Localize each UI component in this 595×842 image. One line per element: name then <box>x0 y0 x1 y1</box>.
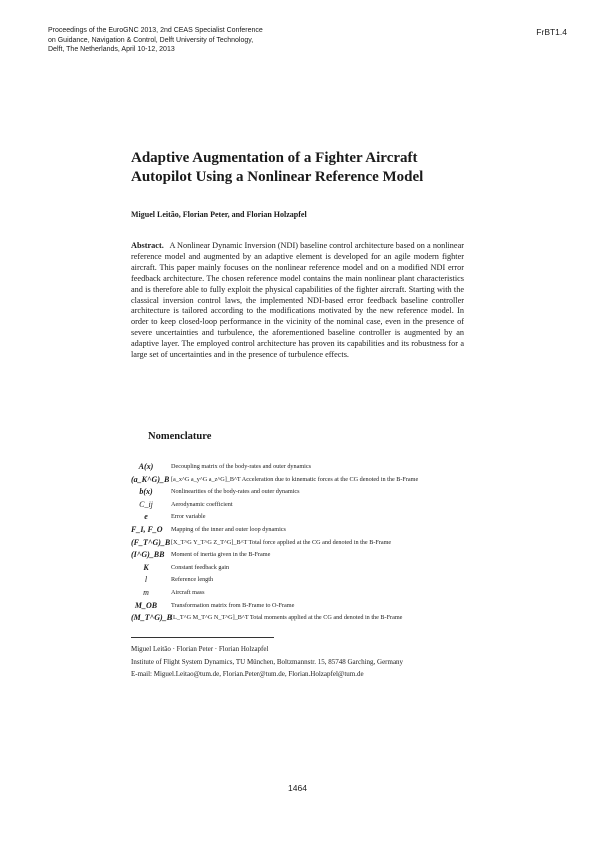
footnote-line: E-mail: Miguel.Leitao@tum.de, Florian.Peter@tum.de, Florian.Holzapfel@tum.de <box>131 670 364 678</box>
title-line: Autopilot Using a Nonlinear Reference Model <box>131 169 424 185</box>
nomenclature-entry <box>131 487 471 500</box>
nomenclature-description: Aerodynamic coefficient <box>171 500 233 508</box>
author-list: Miguel Leitão, Florian Peter, and Florian Holzapfel <box>131 210 307 219</box>
nomenclature-symbol: M_OB <box>134 600 158 610</box>
nomenclature-description: [a_x^G a_y^G a_z^G]_B^T Acceleration due to kinematic forces at the CG denoted in the B-Frame <box>171 475 419 483</box>
nomenclature-symbol: A(x) <box>138 462 154 471</box>
footnote-line: Miguel Leitão · Florian Peter · Florian Holzapfel <box>131 645 269 653</box>
nomenclature-description: Mapping of the inner and outer loop dynamics <box>171 525 286 533</box>
proceedings-line: Proceedings of the EuroGNC 2013, 2nd CEAS Specialist Conference <box>48 27 263 34</box>
nomenclature-description: Transformation matrix from B-Frame to O-Frame <box>171 601 295 609</box>
nomenclature-entry <box>131 575 471 588</box>
nomenclature-entry <box>131 512 471 525</box>
nomenclature-symbol: K <box>143 562 149 572</box>
nomenclature-description: Reference length <box>171 576 214 584</box>
nomenclature-description: Aircraft mass <box>171 588 205 596</box>
nomenclature-symbol: C_ij <box>139 499 153 509</box>
nomenclature-symbol: (I^G)_BB <box>131 550 165 560</box>
nomenclature-description: Constant feedback gain <box>171 563 230 571</box>
title-line: Adaptive Augmentation of a Fighter Aircraft <box>131 150 418 166</box>
nomenclature-description: Decoupling matrix of the body-rates and outer dynamics <box>171 463 312 470</box>
nomenclature-symbol: (a_K^G)_B <box>131 474 170 484</box>
nomenclature-symbol: (F_T^G)_B <box>131 537 171 547</box>
nomenclature-entry <box>131 538 471 551</box>
paper-title <box>131 149 471 187</box>
nomenclature-description: Moment of inertia given in the B-Frame <box>171 551 271 559</box>
proceedings-line: on Guidance, Navigation & Control, Delft University of Technology, <box>48 36 254 44</box>
nomenclature-entry <box>131 462 471 475</box>
nomenclature-entry <box>131 563 471 576</box>
nomenclature-symbol: F_I, F_O <box>131 524 163 534</box>
footnote-line: Institute of Flight System Dynamics, TU München, Boltzmannstr. 15, 85748 Garching, Germany <box>131 657 404 666</box>
nomenclature-heading: Nomenclature <box>148 431 212 442</box>
proceedings-header <box>48 26 263 55</box>
nomenclature-description: [L_T^G M_T^G N_T^G]_B^T Total moments applied at the CG and denoted in the B-Frame <box>171 614 403 622</box>
nomenclature-entry <box>131 475 471 488</box>
nomenclature-symbol: b(x) <box>139 487 153 497</box>
nomenclature-list <box>131 462 471 626</box>
nomenclature-symbol: l <box>144 575 148 585</box>
nomenclature-symbol: e <box>144 512 148 522</box>
nomenclature-entry <box>131 550 471 563</box>
nomenclature-entry <box>131 500 471 513</box>
nomenclature-description: [X_T^G Y_T^G Z_T^G]_B^T Total force applied at the CG and denoted in the B-Frame <box>171 538 392 546</box>
nomenclature-symbol: m <box>143 587 149 597</box>
nomenclature-entry <box>131 601 471 614</box>
nomenclature-symbol: (M_T^G)_B <box>131 613 172 623</box>
nomenclature-entry <box>131 588 471 601</box>
session-code: FrBT1.4 <box>536 27 567 37</box>
page-number: 1464 <box>288 783 307 793</box>
author-affiliation-footnote <box>131 643 403 681</box>
nomenclature-description: Error variable <box>171 513 206 521</box>
abstract <box>131 241 464 361</box>
nomenclature-entry <box>131 525 471 538</box>
abstract-text: A Nonlinear Dynamic Inversion (NDI) baseline control architecture based on a nonlinear reference model and augmented by an adaptive element is developed for an agile modern fighter aircraft. This paper mainly focuses on the nonlinear reference model and on a modified NDI error feedback architecture. The chosen reference model contains the main nonlinear plant characteristics and is therefore able to fully exploit the physical capabilities of the fighter aircraft. Starting with the classical inversion control laws, the implemented NDI-based error feedback baseline controller architecture is tailored according to the modifications motivated by the new reference model. In order to keep closed-loop performance in the vicinity of the nominal case, even in the presence of severe uncertainties and turbulence, the aforementioned baseline controller is augmented by an adaptive layer. The employed control architecture has proven its capabilities and its robustness for a large set of uncertainties and in the presence of turbulence effects. <box>131 241 464 360</box>
proceedings-line: Delft, The Netherlands, April 10-12, 2013 <box>48 46 175 53</box>
abstract-label: Abstract. <box>131 241 164 250</box>
nomenclature-entry <box>131 613 471 626</box>
footnote-divider <box>131 637 274 638</box>
nomenclature-description: Nonlinearities of the body-rates and outer dynamics <box>171 488 300 496</box>
